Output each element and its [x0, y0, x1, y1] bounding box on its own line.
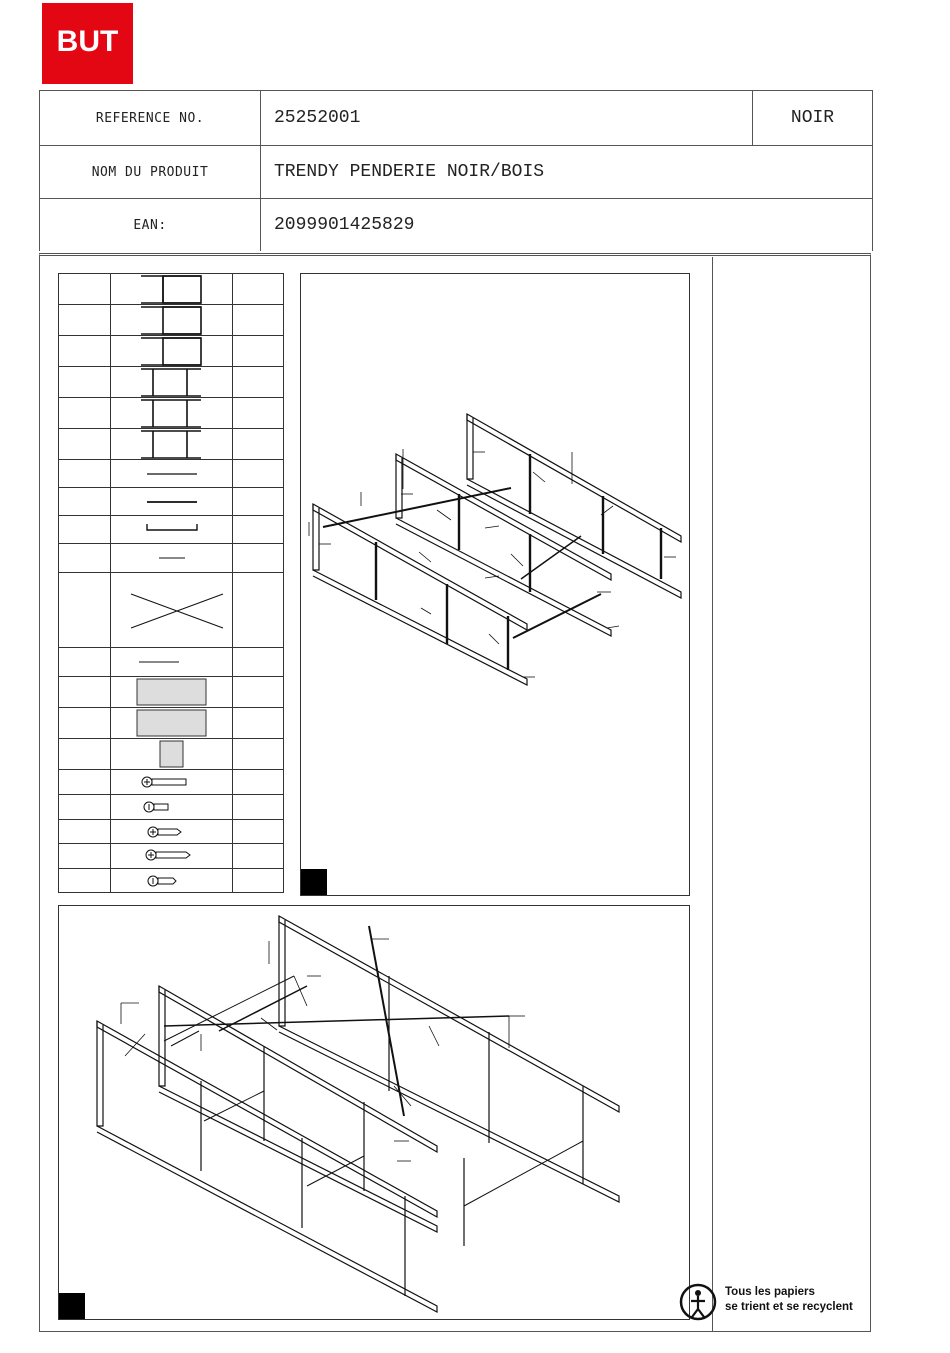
recycling-line-1: Tous les papiers	[725, 1286, 815, 1298]
step-1-panel	[300, 273, 690, 896]
reference-value: 25252001	[274, 108, 361, 128]
color-value: NOIR	[752, 91, 872, 145]
ean-value: 2099901425829	[274, 215, 415, 235]
u-bar-icon	[147, 524, 197, 530]
frame-panel-icon	[141, 276, 201, 303]
frame-panel-icon	[141, 307, 201, 334]
cross-brace-icon	[131, 594, 223, 628]
product-value: TRENDY PENDERIE NOIR/BOIS	[274, 162, 545, 182]
step-1-diagram	[301, 274, 689, 894]
product-label: NOM DU PRODUIT	[40, 146, 261, 198]
long-wood-screw-icon	[146, 850, 190, 860]
wood-screw-icon	[148, 827, 181, 837]
step-2-diagram	[59, 906, 689, 1318]
recycling-line-2: se trient et se recyclent	[725, 1301, 853, 1313]
frame-panel-icon	[141, 338, 201, 365]
wood-shelf-icon	[137, 710, 206, 736]
long-screw-icon	[142, 777, 186, 787]
reference-row	[40, 91, 872, 146]
ean-label: EAN:	[40, 199, 261, 251]
frame-ladder-icon	[141, 431, 201, 458]
step-2-panel	[58, 905, 690, 1320]
column-divider	[712, 257, 713, 1332]
brand-logo	[42, 3, 133, 84]
reference-label: REFERENCE NO.	[40, 91, 261, 145]
wood-board-icon	[160, 741, 183, 767]
short-screw-icon	[144, 802, 168, 812]
parts-list	[58, 273, 284, 893]
brand-logo-text: BUT	[56, 24, 119, 58]
wood-shelf-icon	[137, 679, 206, 705]
parts-drawings	[59, 274, 283, 892]
frame-ladder-icon	[141, 369, 201, 396]
recycling-note	[725, 1285, 853, 1315]
product-row	[40, 146, 872, 199]
product-header-table	[39, 90, 873, 251]
small-screw-icon	[148, 876, 176, 886]
ean-row	[40, 199, 872, 251]
frame-ladder-icon	[141, 400, 201, 427]
recycle-triman-icon	[678, 1282, 718, 1322]
